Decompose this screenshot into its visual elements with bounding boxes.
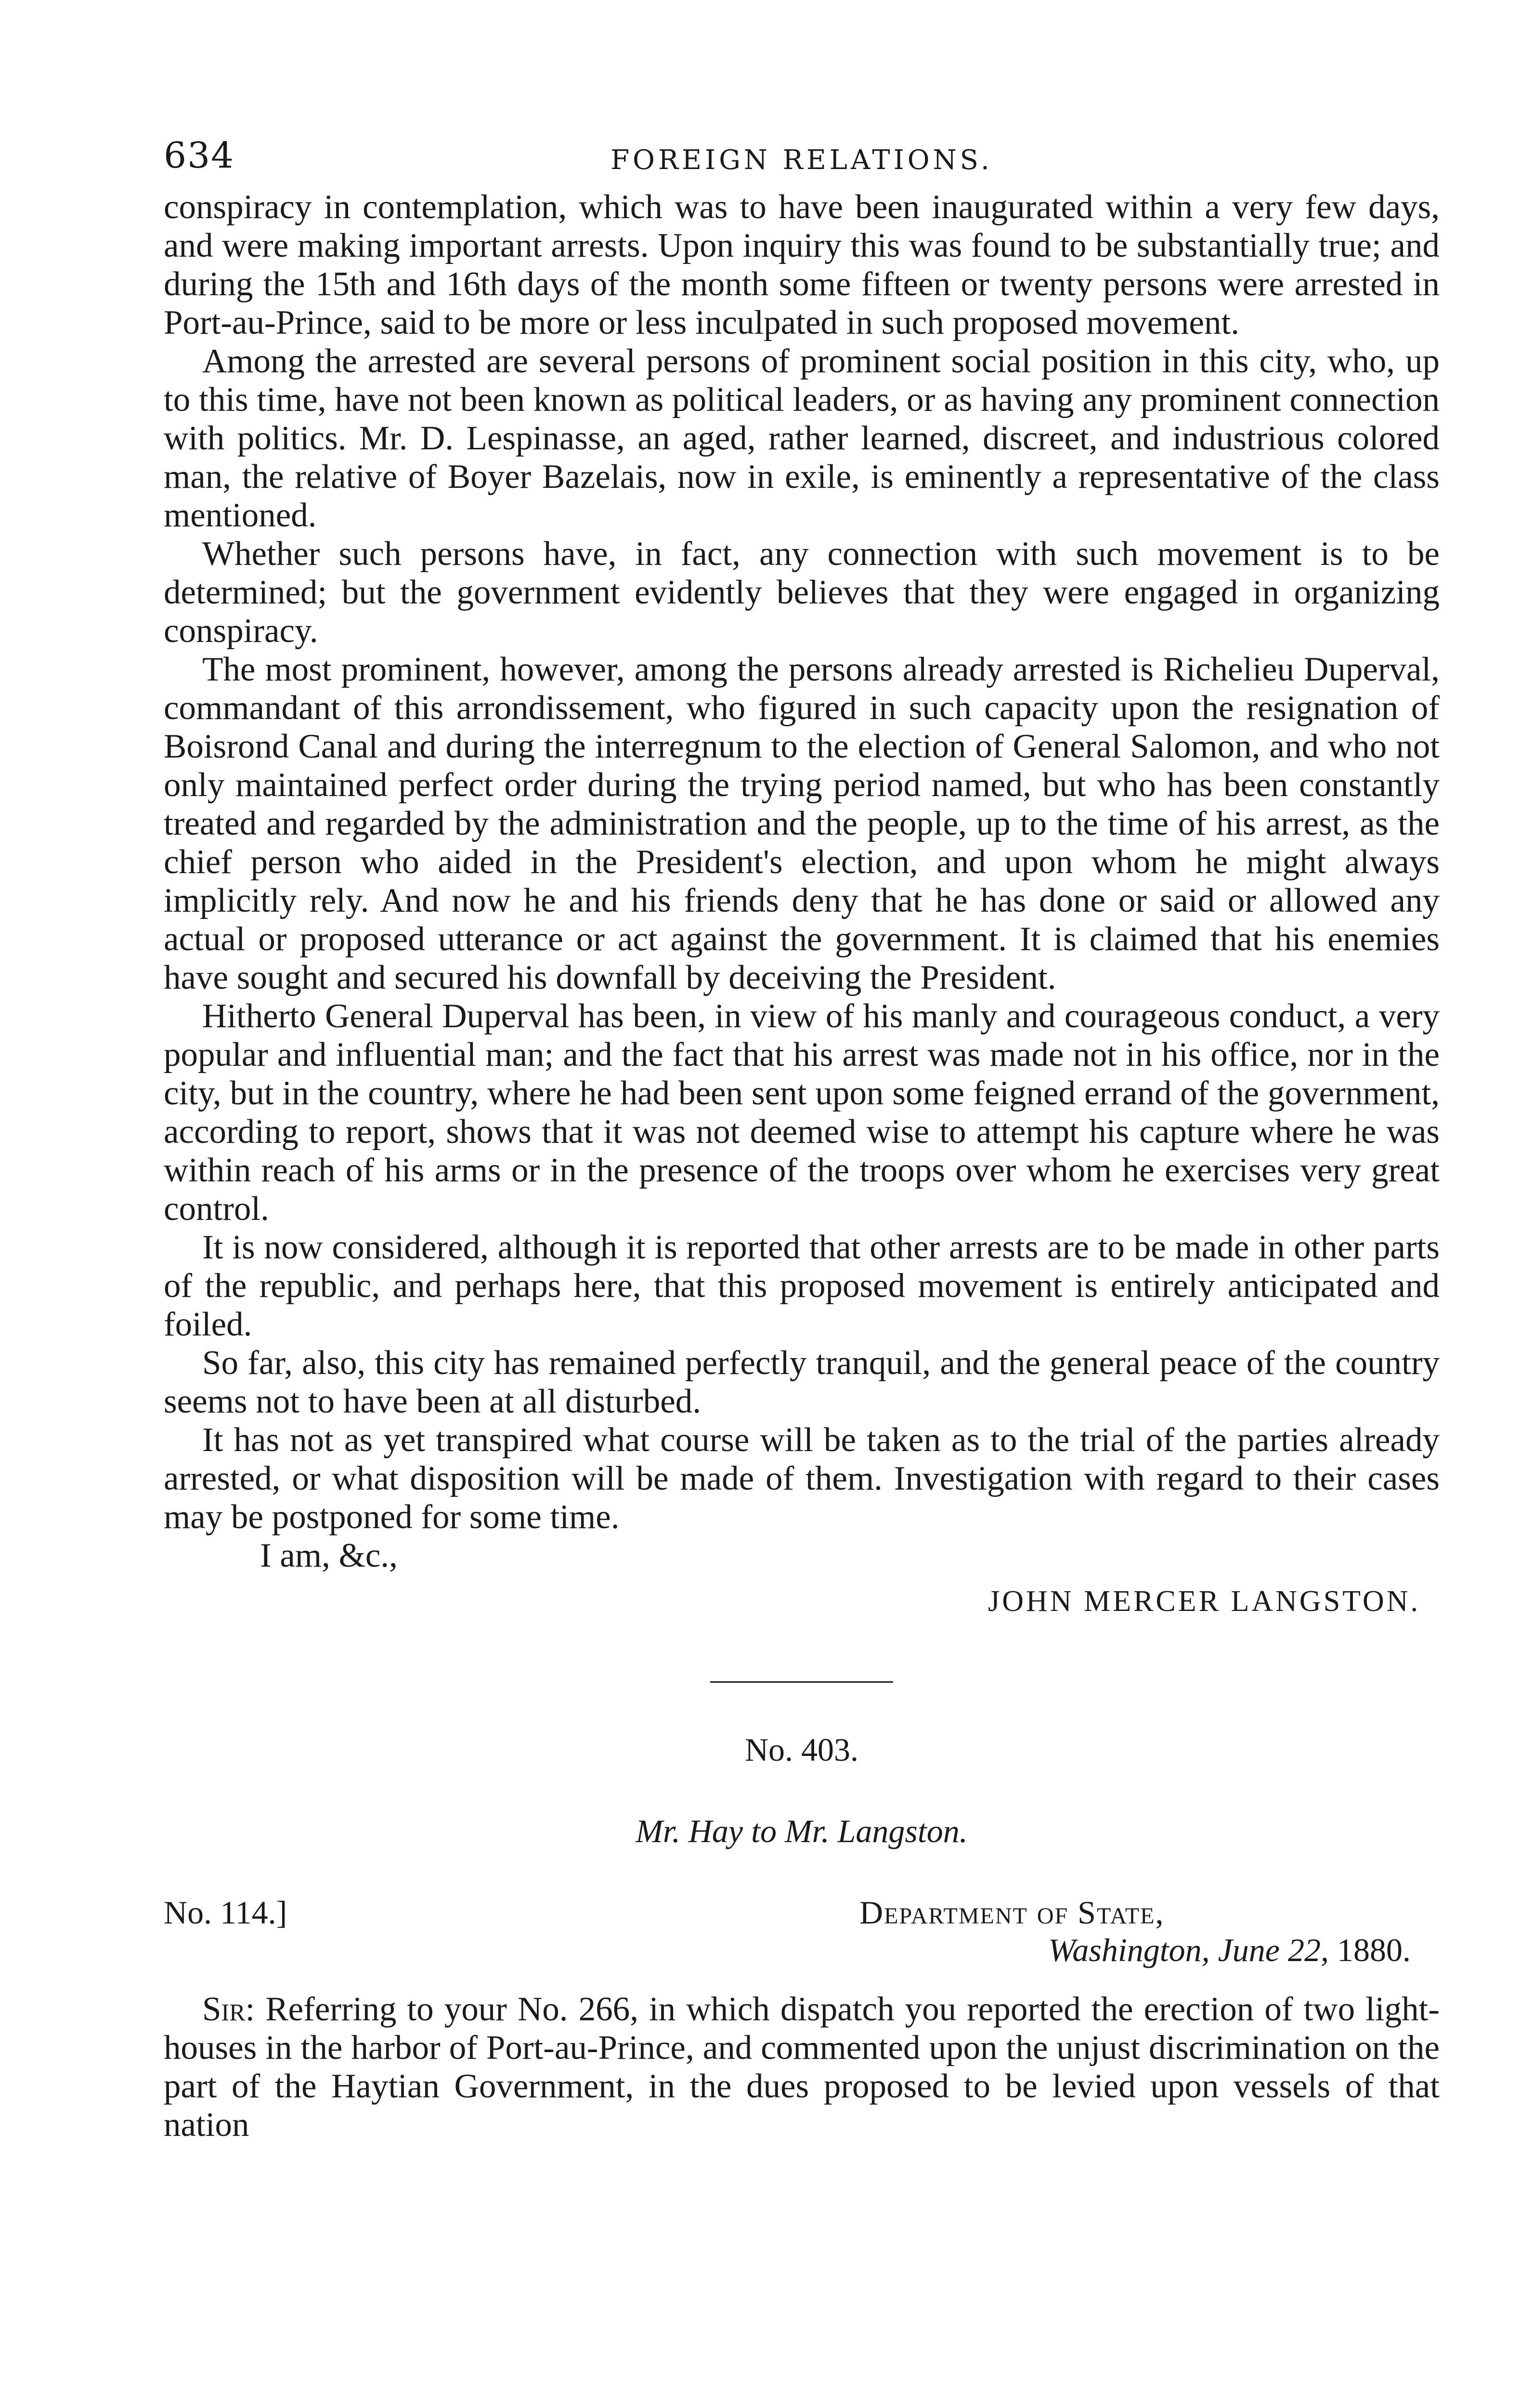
place-and-date	[1048, 1931, 1411, 1969]
date-month-day: June 22,	[1218, 1932, 1329, 1968]
paragraph: It has not as yet transpired what course will be taken as to the trial of the parties already arrested, or what disposition will be made of them. Investigation with regard to their cases may be postponed for some time.	[164, 1421, 1440, 1536]
department-name: Department of State,	[859, 1894, 1165, 1931]
running-head	[164, 130, 1440, 188]
paragraph: The most prominent, however, among the persons already arrested is Richelieu Duperval, commandant of this arrondissement, who figured in such capacity upon the resignation of Boisrond Canal and during the interregnum to the election of General Salomon, and who not only maintained perfect order during the trying period named, but who has been constantly treated and regarded by the administration and the people, up to the time of his arrest, as the chief person who aided in the President's election, and upon whom he might always implicitly rely. And now he and his friends deny that he has done or said or allowed any actual or proposed utterance or act against the government. It is claimed that his enemies have sought and secured his downfall by deceiving the President.	[164, 651, 1440, 996]
paragraph: So far, also, this city has remained perfectly tranquil, and the general peace of the country seems not to have been at all disturbed.	[164, 1344, 1440, 1420]
paragraph: It is now considered, although it is reported that other arrests are to be made in other parts of the republic, and perhaps here, that this proposed movement is entirely anticipated and foiled.	[164, 1229, 1440, 1343]
closing-phrase: I am, &c.,	[260, 1537, 398, 1574]
page-number: 634	[164, 135, 235, 176]
running-title: FOREIGN RELATIONS.	[611, 144, 993, 176]
document-heading: Mr. Hay to Mr. Langston.	[636, 1813, 968, 1849]
date-year: 1880.	[1337, 1932, 1411, 1968]
place: Washington,	[1048, 1932, 1210, 1968]
reference-number: No. 114.]	[164, 1894, 287, 1931]
paragraph: Whether such persons have, in fact, any connection with such movement is to be determined; but the government evidently believes that they were engaged in organizing conspiracy.	[164, 535, 1440, 650]
paragraph: Hitherto General Duperval has been, in view of his manly and courageous conduct, a very popular and influential man; and the fact that his arrest was made not in his office, nor in the city, but in the country, where he had been sent upon some feigned errand of the government, according to report, shows that it was not deemed wise to attempt his capture where he was within reach of his arms or in the presence of the troops over whom he exercises very great control.	[164, 997, 1440, 1228]
letter-body	[164, 188, 1440, 1536]
next-letter-body	[164, 1990, 1440, 2144]
document-number: No. 403.	[744, 1731, 859, 1768]
dateline	[164, 1894, 1440, 1990]
document-page	[164, 130, 1440, 2408]
signature: JOHN MERCER LANGSTON.	[988, 1585, 1420, 1618]
paragraph: conspiracy in contemplation, which was to have been inaugurated within a very few days, and were making important arrests. Upon inquiry this was found to be substantially true; and during the 15th and 16th days of the month some fifteen or twenty persons were arrested in Port-au-Prince, said to be more or less inculpated in such proposed movement.	[164, 188, 1440, 341]
paragraph: Among the arrested are several persons of prominent social position in this city, who, up to this time, have not been known as political leaders, or as having any prominent connection with politics. Mr. D. Lespinasse, an aged, rather learned, discreet, and industrious colored man, the relative of Boyer Bazelais, now in exile, is eminently a representative of the class mentioned.	[164, 342, 1440, 534]
paragraph	[164, 1990, 1440, 2144]
letter-text: : Referring to your No. 266, in which dispatch you reported the erection of two light-houses in the harbor of Port-au-Prince, and commented upon the unjust discrimination on the part of the Haytian Government, in the dues proposed to be levied upon vessels of that nation	[164, 1990, 1440, 2144]
section-divider	[710, 1681, 893, 1683]
salutation: Sir	[202, 1990, 246, 2028]
